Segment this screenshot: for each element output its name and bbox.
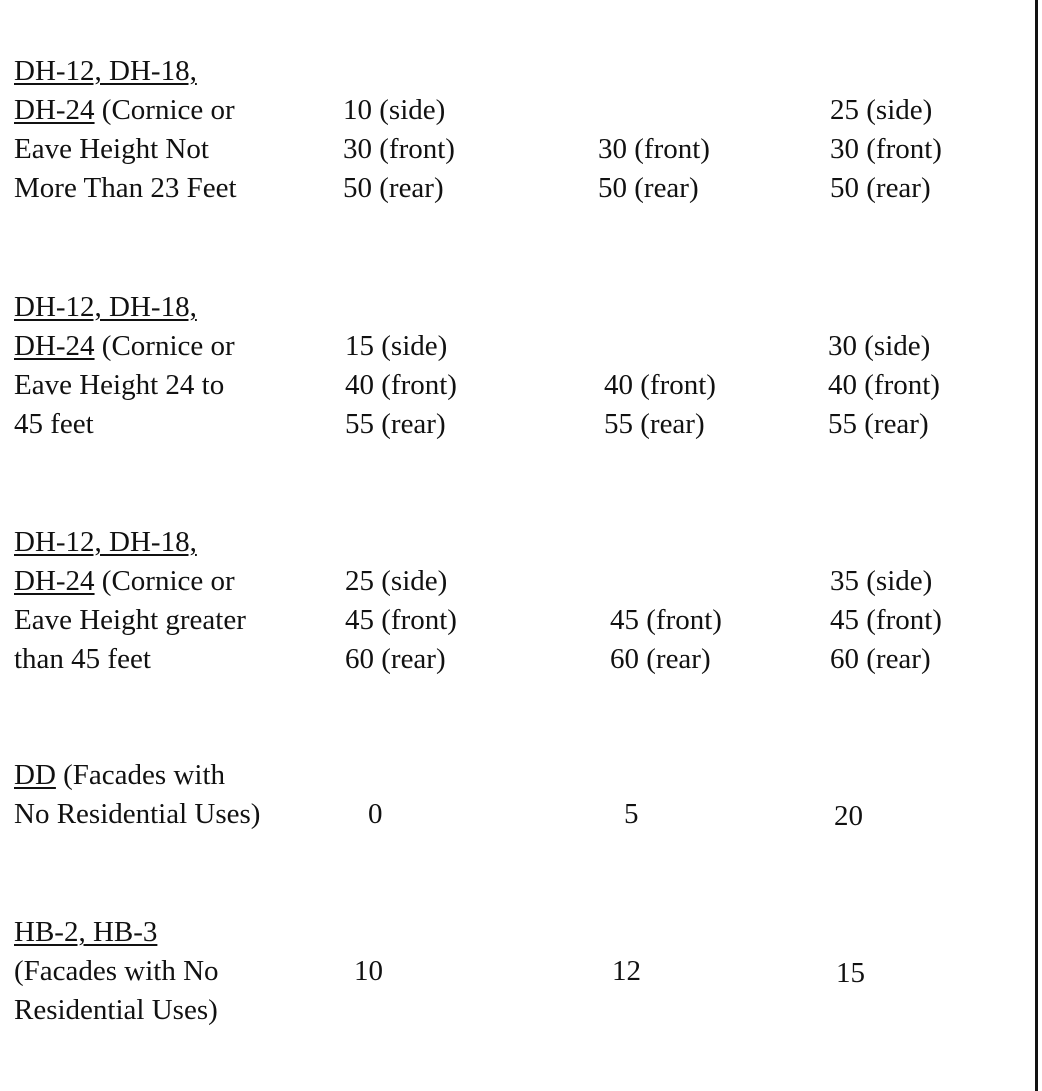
setback-value: 50 (rear)	[343, 172, 444, 204]
setback-value: 60 (rear)	[345, 643, 446, 675]
setback-value: 10 (side)	[343, 94, 446, 126]
table-row	[0, 756, 1030, 916]
setback-value: 25 (side)	[830, 94, 933, 126]
setback-value: 5	[624, 798, 639, 830]
column-3-values	[836, 954, 865, 993]
district-code: DH-12, DH-18,	[14, 55, 197, 87]
table-right-border	[1035, 0, 1038, 1091]
district-code: DH-24	[14, 94, 95, 126]
table-row	[0, 913, 1030, 1073]
setback-value: 12	[612, 955, 641, 987]
setback-value: 55 (rear)	[345, 408, 446, 440]
setback-value: 30 (front)	[598, 133, 710, 165]
district-note: Eave Height greater	[14, 604, 246, 636]
district-note: No Residential Uses)	[14, 798, 261, 830]
setback-value: 30 (side)	[828, 330, 931, 362]
column-3-values	[830, 91, 942, 208]
setback-value: 60 (rear)	[610, 643, 711, 675]
district-note: (Facades with No	[14, 955, 219, 987]
column-2-values	[598, 130, 710, 208]
district-note: 45 feet	[14, 408, 94, 440]
column-3-values	[828, 327, 940, 444]
column-1-values	[343, 91, 455, 208]
column-3-values	[830, 562, 942, 679]
setback-value: 0	[368, 798, 383, 830]
setback-value: 45 (front)	[345, 604, 457, 636]
column-2-values	[610, 601, 722, 679]
setback-value: 50 (rear)	[830, 172, 931, 204]
setback-value: 15 (side)	[345, 330, 448, 362]
column-1-values	[345, 327, 457, 444]
setback-value: 50 (rear)	[598, 172, 699, 204]
setback-value: 40 (front)	[828, 369, 940, 401]
district-note: Residential Uses)	[14, 994, 218, 1026]
district-note: (Cornice or	[94, 565, 235, 597]
setback-value: 55 (rear)	[604, 408, 705, 440]
district-label	[14, 288, 334, 444]
setback-value: 30 (front)	[830, 133, 942, 165]
district-note: (Facades with	[55, 759, 226, 791]
setback-value: 40 (front)	[345, 369, 457, 401]
setback-value: 30 (front)	[343, 133, 455, 165]
column-2-values	[612, 952, 641, 991]
column-2-values	[624, 795, 639, 834]
table-row	[0, 52, 1030, 212]
district-note: (Cornice or	[94, 330, 235, 362]
setback-value: 55 (rear)	[828, 408, 929, 440]
setback-value: 40 (front)	[604, 369, 716, 401]
district-code: DH-12, DH-18,	[14, 291, 197, 323]
district-code: DH-24	[14, 565, 95, 597]
district-note: Eave Height 24 to	[14, 369, 225, 401]
column-1-values	[345, 562, 457, 679]
column-1-values	[354, 952, 383, 991]
setback-value: 35 (side)	[830, 565, 933, 597]
setback-value: 15	[836, 957, 865, 989]
district-code: DH-12, DH-18,	[14, 526, 197, 558]
district-code: DD	[14, 759, 56, 791]
district-label	[14, 913, 334, 1030]
district-label	[14, 523, 334, 679]
setback-value: 25 (side)	[345, 565, 448, 597]
setback-value: 45 (front)	[830, 604, 942, 636]
column-2-values	[604, 366, 716, 444]
column-1-values	[368, 795, 383, 834]
district-note: Eave Height Not	[14, 133, 209, 165]
table-row	[0, 288, 1030, 448]
district-label	[14, 756, 334, 834]
setback-value: 45 (front)	[610, 604, 722, 636]
setback-value: 60 (rear)	[830, 643, 931, 675]
district-note: More Than 23 Feet	[14, 172, 237, 204]
district-code: HB-2, HB-3	[14, 916, 158, 948]
district-code: DH-24	[14, 330, 95, 362]
table-row	[0, 523, 1030, 683]
column-3-values	[834, 797, 863, 836]
setback-value: 20	[834, 800, 863, 832]
district-note: (Cornice or	[94, 94, 235, 126]
setback-value: 10	[354, 955, 383, 987]
district-note: than 45 feet	[14, 643, 151, 675]
district-label	[14, 52, 334, 208]
